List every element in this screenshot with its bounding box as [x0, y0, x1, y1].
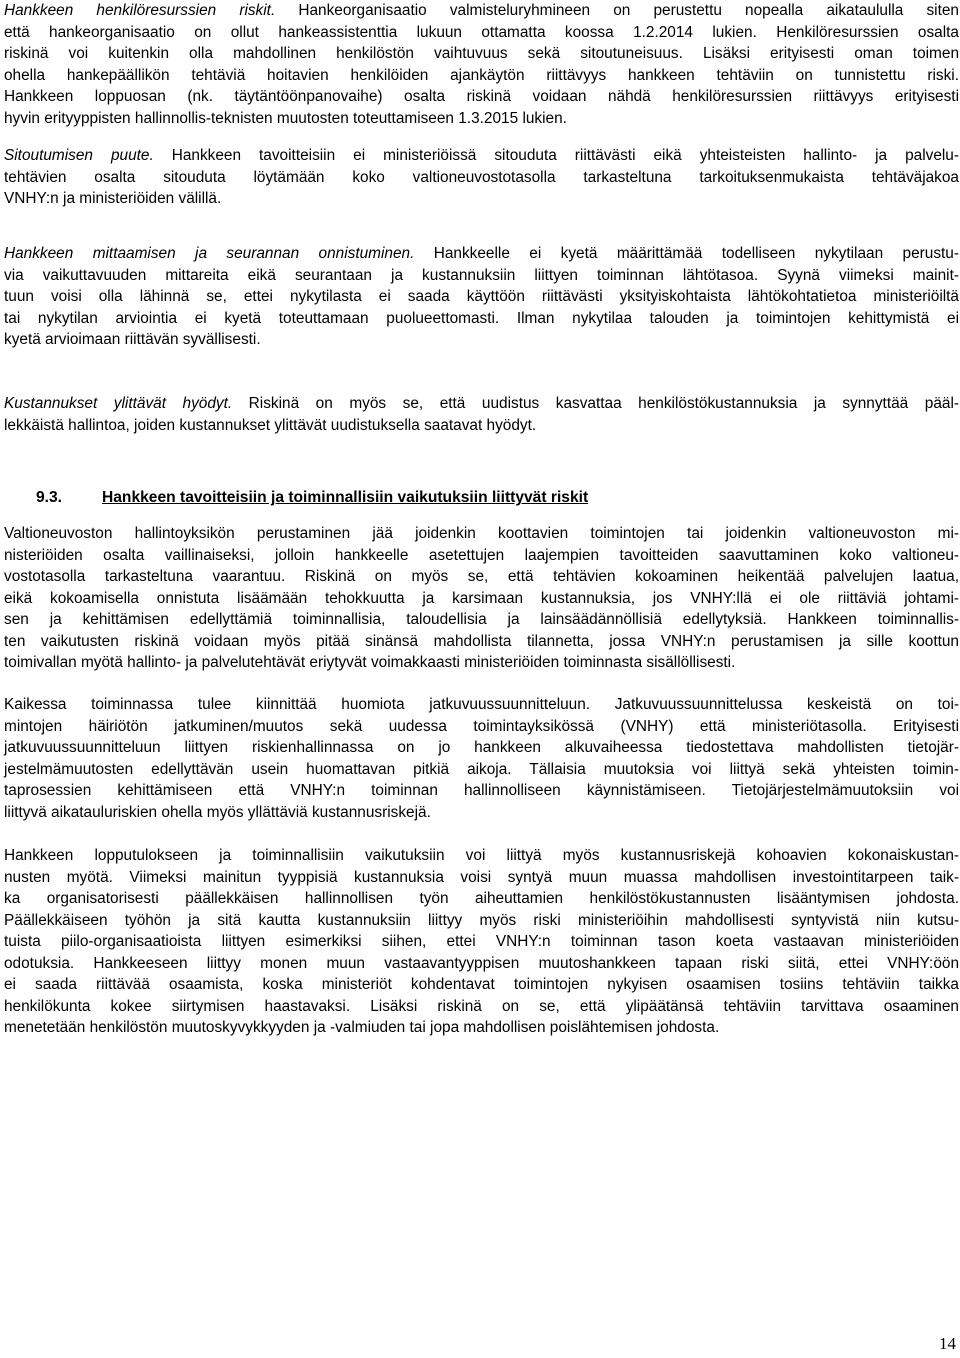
- paragraph-kustannusriskit: [4, 845, 959, 1039]
- text-line: [4, 716, 959, 738]
- text-line: [4, 43, 959, 65]
- text-line: [4, 167, 959, 189]
- text-line: [4, 145, 959, 167]
- line-text: nusten myötä. Viimeksi mainitun tyyppisiä kustannuksia voisi syntyä muun muassa mahdollisen investointitarpeen taik-: [4, 868, 959, 886]
- text-line: [4, 286, 959, 308]
- section-heading: [36, 487, 588, 508]
- paragraph-kustannukset: [4, 393, 959, 436]
- text-line: [4, 953, 959, 975]
- line-text: ohella hankepäällikön tehtäviä hoitavien henkilöiden ajankäytön riittävyys hankkeen tehtäviin on tunnistettu riski.: [4, 66, 959, 84]
- section-number: 9.3.: [36, 489, 63, 506]
- text-line: [4, 0, 959, 22]
- line-text: riskinä voi kuitenkin olla mahdollinen henkilöstön vaihtuvuus sekä sitoutuneisuus. Lisäksi erityisesti oman toimen: [4, 45, 959, 62]
- text-line: [4, 188, 959, 210]
- line-text: Päällekkäiseen työhön ja sitä kautta kustannuksiin liittyy myös riski ministeriöihin mahdollisesti syntyvistä niin kutsu-: [4, 911, 959, 929]
- line-text: jatkuvuussuunnitteluun liittyen riskienhallinnassa on jo hankkeen alkuvaiheessa tiedostettava mahdollisten tietojär-: [4, 739, 959, 756]
- text-line: [4, 888, 959, 910]
- line-text: henkilökunta kokee siirtymisen haastavaksi. Lisäksi riskinä on se, että ylipäätänsä tehtäviin tarvittava osaaminen: [4, 997, 959, 1015]
- text-line: [4, 108, 959, 130]
- text-line: [4, 845, 959, 867]
- line-text: eikä kokoamisella onnistuta lisäämään tehokkuutta ja karsimaan kustannuksia, jos VNHY:llä ei ole riittäviä johtami-: [4, 589, 959, 607]
- line-text: Valtioneuvoston hallintoyksikön perustaminen jää joidenkin koottavien toimintojen tai joidenkin valtioneuvoston mi-: [4, 525, 959, 542]
- text-line: [4, 694, 959, 716]
- line-text: Hankkeen lopputulokseen ja toiminnallisiin vaikutuksiin voi liittyä myös kustannusriskejä kohoavien kokonaiskustan-: [4, 847, 959, 864]
- line-text: ka organisatorisesti päällekkäisen hallinnollisen työn aiheuttamien henkilöstökustannusten lisääntymisen johdosta.: [4, 890, 959, 907]
- paragraph-perustaminen: [4, 523, 959, 674]
- line-text: odotuksia. Hankkeeseen liittyy monen muun vastaavantyyppisen muutoshankkeen tapaan riski siitä, ettei VNHY:öön: [4, 954, 959, 972]
- line-text: tai nykytilan arviointia ei kyetä toteuttamaan puolueettomasti. Ilman nykytilaa talouden ja toimintojen kehittymistä ei: [4, 309, 959, 327]
- line-text: sen ja kehittämisen edellyttämiä toiminnallisia, taloudellisia ja lainsäädännöllisiä edellytyksiä. Hankkeen toiminnallis-: [4, 611, 959, 628]
- text-line: [4, 996, 959, 1018]
- line-text: Riskinä on myös se, että uudistus kasvattaa henkilöstökustannuksia ja synnyttää pääl-: [232, 395, 959, 412]
- text-line: [4, 910, 959, 932]
- line-text: tuista piilo-organisaatioista liittyen esimerkiksi siihen, ettei VNHY:n toiminnan tason koeta vastaavan ministeriöiden: [4, 933, 959, 950]
- text-line: [4, 974, 959, 996]
- text-line: [4, 415, 959, 437]
- text-line: [4, 588, 959, 610]
- line-text: ei saada riittävää osaamista, koska ministeriöt kohdentavat toimintojen nykyisen osaamisen tosiins tehtäviin taikka: [4, 976, 959, 993]
- page-number: 14: [939, 1334, 956, 1353]
- line-text: jestelmämuutosten edellyttävän usein huomattavan pitkiä aikoja. Tällaisia muutoksia voi liittyä sekä yhteisten toimin-: [4, 760, 959, 778]
- line-text: toimivallan myötä hallinto- ja palvelutehtävät eriytyvät voimakkaasti ministeriöiden toiminnasta sisällöllisesti.: [4, 654, 736, 671]
- text-line: [4, 759, 959, 781]
- paragraph-lead-title: Kustannukset ylittävät hyödyt.: [4, 395, 233, 412]
- paragraph-jatkuvuus: [4, 694, 959, 823]
- paragraph-henkiloresurssit: [4, 0, 959, 129]
- line-text: vostotasolla tarkasteltuna vaarantuu. Riskinä on myös se, että tehtävien kokoaminen heikentää palvelujen laatua,: [4, 568, 959, 585]
- paragraph-lead-title: Hankkeen mittaamisen ja seurannan onnistuminen.: [4, 245, 415, 262]
- text-line: [4, 65, 959, 87]
- text-line: [4, 393, 959, 415]
- text-line: [4, 566, 959, 588]
- line-text: Kaikessa toiminnassa tulee kiinnittää huomiota jatkuvuussuunnitteluun. Jatkuvuussuunnittelussa keskeistä on toi-: [4, 696, 959, 713]
- text-line: [4, 867, 959, 889]
- line-text: VNHY:n ja ministeriöiden välillä.: [4, 190, 222, 207]
- line-text: että hankeorganisaatio on ollut hankeassistenttia lukuun ottamatta koossa 1.2.2014 lukien. Henkilöresurssien osalta: [4, 23, 959, 41]
- line-text: nisteriöiden osalta vaillinaiseksi, jolloin hankkeelle asetettujen laajempien tavoitteiden saavuttaminen koko valtioneu-: [4, 546, 959, 564]
- line-text: menetetään henkilöstön muutoskyvykkyyden ja -valmiuden tai jopa mahdollisen poislähtemisen johdosta.: [4, 1019, 720, 1036]
- line-text: Hankkeelle ei kyetä määrittämää todelliseen nykytilaan perustu-: [414, 245, 959, 262]
- paragraph-lead-title: Sitoutumisen puute.: [4, 147, 154, 164]
- text-line: [4, 652, 959, 674]
- text-line: [4, 780, 959, 802]
- text-line: [4, 931, 959, 953]
- line-text: tuun voisi olla lähinnä se, ettei nykytilasta ei saada käyttöön riittävästi yksityiskohtaista lähtökohtatietoa ministeriöiltä: [4, 288, 959, 305]
- line-text: mintojen häiriötön jatkuminen/muutos sekä uudessa toimintayksikössä (VNHY) että ministeriötasolla. Erityisesti: [4, 717, 959, 735]
- text-line: [4, 523, 959, 545]
- section-title: Hankkeen tavoitteisiin ja toiminnallisiin vaikutuksiin liittyvät riskit: [102, 489, 589, 506]
- line-text: tehtävien osalta sitouduta löytämään koko valtioneuvostotasolla tarkasteltuna tarkoituksenmukaista tehtäväjakoa: [4, 168, 959, 186]
- text-line: [4, 329, 959, 351]
- text-line: [4, 86, 959, 108]
- text-line: [4, 802, 959, 824]
- paragraph-mittaaminen: [4, 243, 959, 351]
- line-text: taprosessien kehittämiseen että VNHY:n toiminnan hallinnolliseen käynnistämiseen. Tietojärjestelmämuutoksiin voi: [4, 782, 959, 799]
- paragraph-sitoutuminen: [4, 145, 959, 210]
- paragraph-lead-title: Hankkeen henkilöresurssien riskit.: [4, 2, 276, 19]
- text-line: [4, 22, 959, 44]
- text-line: [4, 243, 959, 265]
- text-line: [4, 265, 959, 287]
- text-line: [4, 545, 959, 567]
- text-line: [4, 609, 959, 631]
- text-line: [4, 308, 959, 330]
- line-text: liittyvä aikatauluriskien ohella myös yllättäviä kustannusriskejä.: [4, 803, 431, 821]
- line-text: lekkäistä hallintoa, joiden kustannukset ylittävät uudistuksella saatavat hyödyt.: [4, 416, 537, 434]
- line-text: Hankeorganisaatio valmisteluryhmineen on perustettu nopealla aikataululla siten: [275, 2, 959, 19]
- line-text: via vaikuttavuuden mittareita eikä seurantaan ja kustannuksiin liittyen toiminnan lähtötasoa. Syynä viimeksi mainit-: [4, 266, 959, 284]
- line-text: ten vaikutusten riskinä voidaan myös pitää sinänsä mahdollista tilannetta, jossa VNHY:n perustamisen ja sille koottun: [4, 632, 959, 650]
- text-line: [4, 737, 959, 759]
- text-line: [4, 1017, 959, 1039]
- line-text: kyetä arvioimaan riittävän syvällisesti.: [4, 331, 261, 348]
- line-text: Hankkeen tavoitteisiin ei ministeriöissä sitouduta riittävästi eikä yhteisteisten hallinto- ja palvelu-: [153, 147, 959, 164]
- text-line: [4, 631, 959, 653]
- line-text: Hankkeen loppuosan (nk. täytäntöönpanovaihe) osalta riskinä voidaan nähdä henkilöresurssien riittävyys erityisesti: [4, 88, 959, 105]
- line-text: hyvin erityyppisten hallinnollis-teknisten muutosten toteuttamiseen 1.3.2015 lukien.: [4, 109, 567, 127]
